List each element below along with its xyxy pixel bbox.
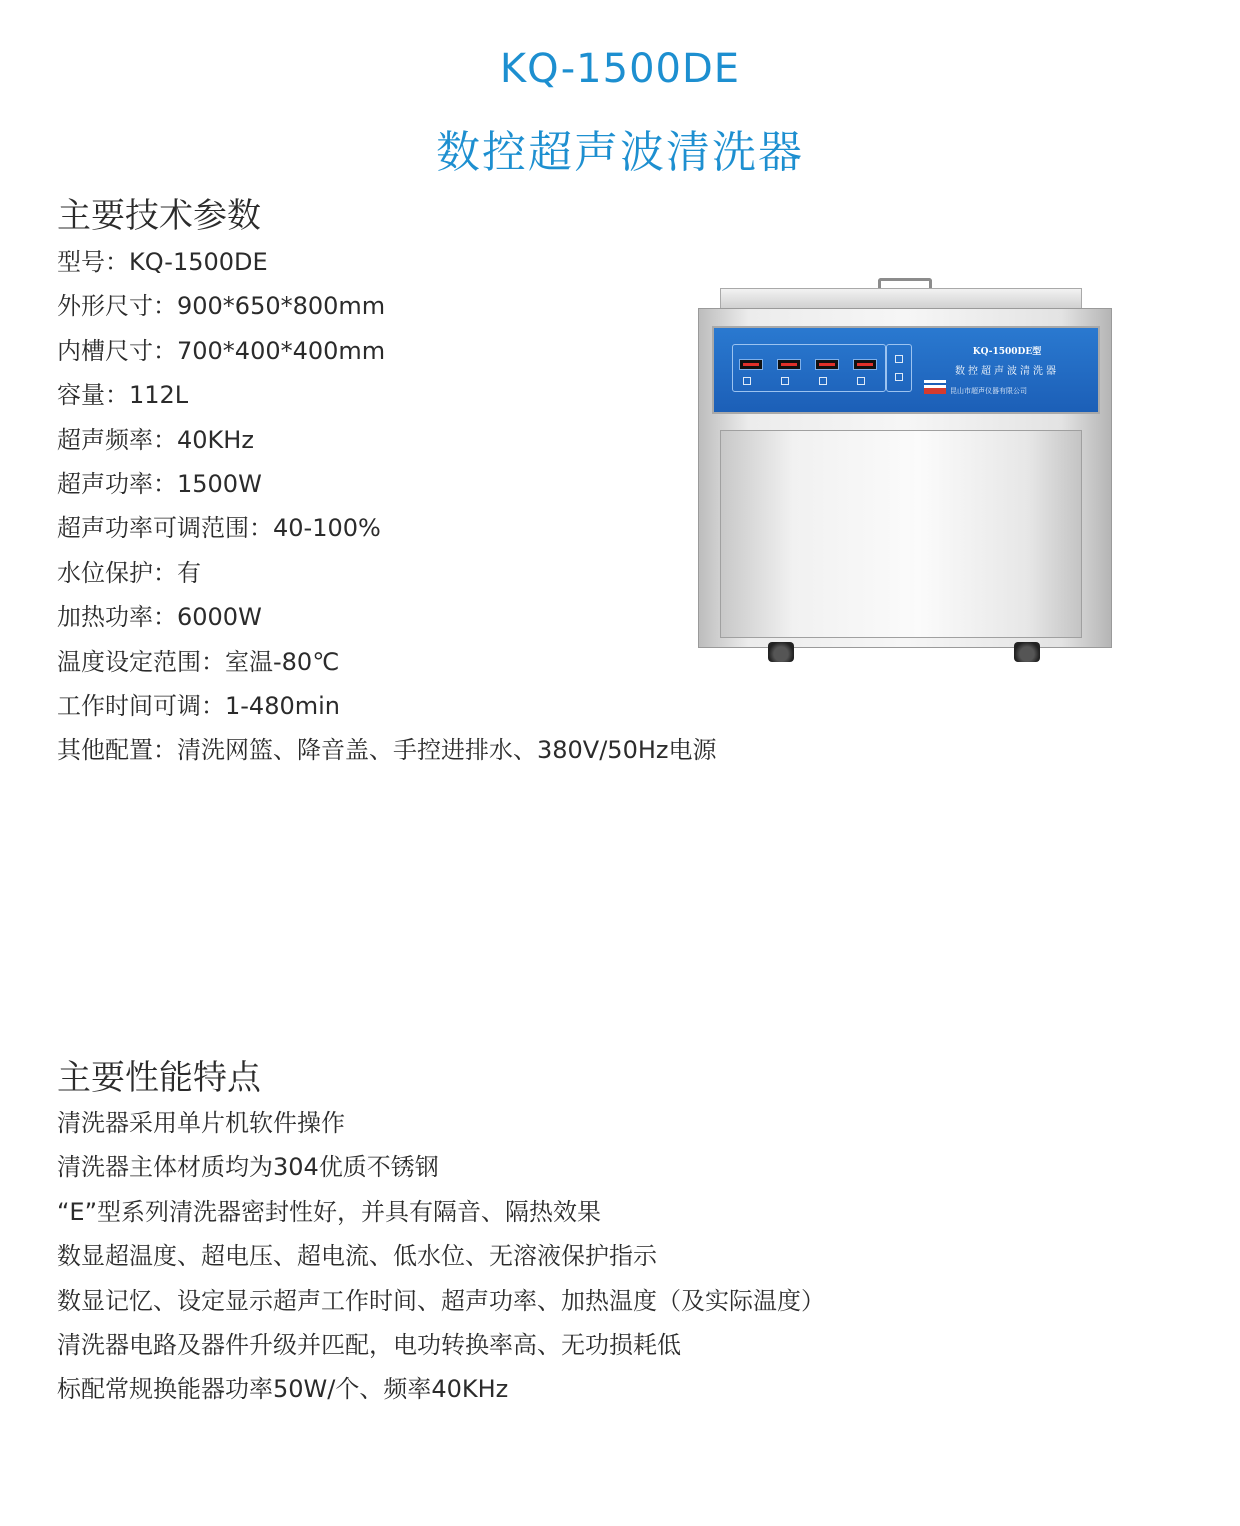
power-switch-group <box>886 344 912 392</box>
feature-item: “E”型系列清洗器密封性好，并具有隔音、隔热效果 <box>57 1197 602 1226</box>
brand-logo-icon <box>924 380 946 394</box>
spec-water-protection: 水位保护：有 <box>57 558 201 587</box>
feature-item: 清洗器采用单片机软件操作 <box>57 1109 345 1137</box>
panel-button <box>781 377 789 385</box>
feature-item: 数显超温度、超电压、超电流、低水位、无溶液保护指示 <box>57 1242 657 1271</box>
feature-item: 标配常规换能器功率50W/个、频率40KHz <box>57 1375 509 1404</box>
display-group <box>732 344 886 392</box>
product-image <box>690 278 1120 668</box>
panel-button <box>895 373 903 381</box>
machine-door <box>720 430 1082 638</box>
feature-item: 清洗器电路及器件升级并匹配，电功转换率高、无功损耗低 <box>57 1330 681 1359</box>
panel-model-label: KQ-1500DE型 <box>972 347 1042 357</box>
digit-display <box>777 359 801 370</box>
wheel-icon <box>1014 642 1040 662</box>
spec-dimensions: 外形尺寸：900*650*800mm <box>57 292 386 321</box>
digit-display <box>853 359 877 370</box>
panel-button <box>819 377 827 385</box>
panel-button <box>857 377 865 385</box>
spec-model: 型号：KQ-1500DE <box>57 248 268 276</box>
feature-item: 数显记忆、设定显示超声工作时间、超声功率、加热温度（及实际温度） <box>57 1286 825 1315</box>
specs-heading: 主要技术参数 <box>57 196 261 236</box>
product-name: 数控超声波清洗器 <box>436 127 804 178</box>
spec-temperature-range: 温度设定范围：室温-80℃ <box>57 647 340 676</box>
model-title: KQ-1500DE <box>499 46 741 92</box>
panel-button <box>895 355 903 363</box>
feature-item: 清洗器主体材质均为304优质不锈钢 <box>57 1153 439 1182</box>
spec-time-range: 工作时间可调：1-480min <box>57 691 340 720</box>
spec-other-config: 其他配置：清洗网篮、降音盖、手控进排水、380V/50Hz电源 <box>57 736 717 765</box>
panel-name-label: 数控超声波清洗器 <box>955 366 1059 377</box>
control-panel <box>712 326 1100 414</box>
specs-list <box>57 240 717 773</box>
panel-button <box>743 377 751 385</box>
machine-lid <box>720 288 1082 310</box>
panel-company-label: 昆山市超声仪器有限公司 <box>950 387 1027 395</box>
wheel-icon <box>768 642 794 662</box>
spec-heating-power: 加热功率：6000W <box>57 603 262 632</box>
digit-display <box>815 359 839 370</box>
digit-display <box>739 359 763 370</box>
spec-power-range: 超声功率可调范围：40-100% <box>57 514 381 543</box>
spec-frequency: 超声频率：40KHz <box>57 425 254 454</box>
features-heading: 主要性能特点 <box>57 1058 261 1098</box>
spec-power: 超声功率：1500W <box>57 469 262 498</box>
features-list <box>57 1101 825 1412</box>
spec-tank-size: 内槽尺寸：700*400*400mm <box>57 336 386 365</box>
spec-capacity: 容量：112L <box>57 381 189 410</box>
